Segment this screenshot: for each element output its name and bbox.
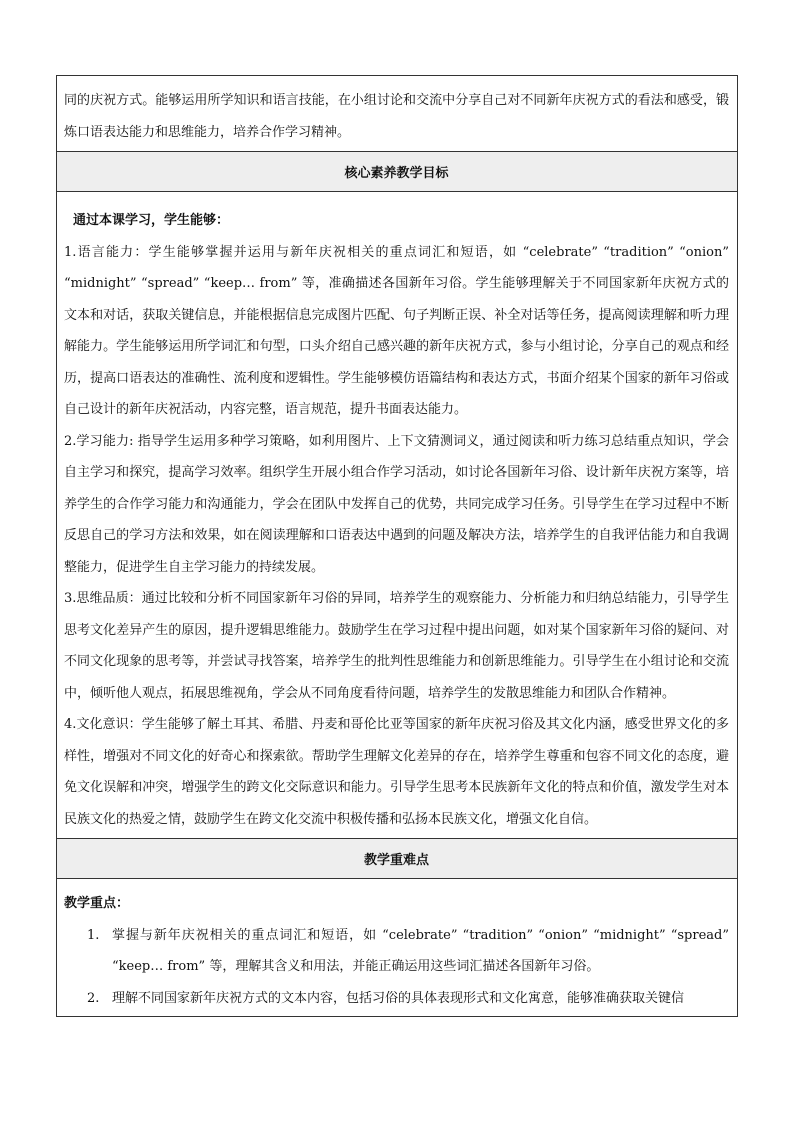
goal-cultural-awareness: 4.文化意识：学生能够了解土耳其、希腊、丹麦和哥伦比亚等国家的新年庆祝习俗及其文化内涵，感受世界文化的多样性，增强对不同文化的好奇心和探索欲。帮助学生理解文化差异的存在，培养学生尊重和包容不同文化的态度，避免文化误解和冲突，增强学生的跨文化交际意识和能力。引导学生思考本民族新年文化的特点和价值，激发学生对本民族文化的热爱之情，鼓励学生在跨文化交流中积极传播和弘扬本民族文化，增强文化自信。: [64, 717, 729, 827]
list-item: [64, 920, 729, 983]
difficulties-cell: [57, 879, 737, 1016]
goals-header: 核心素养教学目标: [57, 152, 737, 192]
difficulties-header: 教学重难点: [57, 839, 737, 879]
continuation-cell: [57, 76, 737, 152]
continuation-text: 同的庆祝方式。能够运用所学知识和语言技能，在小组讨论和交流中分享自己对不同新年庆祝方式的看法和感受，锻炼口语表达能力和思维能力，培养合作学习精神。: [64, 93, 729, 140]
goal-thinking-quality: 3.思维品质：通过比较和分析不同国家新年习俗的异同，培养学生的观察能力、分析能力和归纳总结能力，引导学生思考文化差异产生的原因，提升逻辑思维能力。鼓励学生在学习过程中提出问题，如对某个国家新年习俗的疑问、对不同文化现象的思考等，并尝试寻找答案，培养学生的批判性思维能力和创新思维能力。引导学生在小组讨论和交流中，倾听他人观点，拓展思维视角，学会从不同角度看待问题，培养学生的发散思维能力和团队合作精神。: [64, 591, 729, 701]
key-points-list: [64, 920, 729, 1015]
list-item-number: 1.: [87, 927, 100, 943]
key-points-title: 教学重点：: [64, 896, 130, 911]
goal-learning-ability: 2.学习能力: 指导学生运用多种学习策略，如利用图片、上下文猜测词义，通过阅读和听力练习总结重点知识，学会自主学习和探究，提高学习效率。组织学生开展小组合作学习活动，如讨论各国新年习俗、设计新年庆祝方案等，培养学生的合作学习能力和沟通能力，学会在团队中发挥自己的优势，共同完成学习任务。引导学生在学习过程中不断反思自己的学习方法和效果，如在阅读理解和口语表达中遇到的问题及解决方法，培养学生的自我评估能力和自我调整能力，促进学生自主学习能力的持续发展。: [64, 433, 729, 575]
list-item-number: 2.: [87, 990, 100, 1006]
list-item-text: 掌握与新年庆祝相关的重点词汇和短语，如 “celebrate” “tradition” “onion” “midnight” “spread” “keep… from” 等，理解其含义和用法，并能正确运用这些词汇描述各国新年习俗。: [112, 927, 729, 974]
goal-language-ability: 1.语言能力：学生能够掌握并运用与新年庆祝相关的重点词汇和短语，如 “celebrate” “tradition” “onion” “midnight” “spread” “keep… from” 等，准确描述各国新年习俗。学生能够理解关于不同国家新年庆祝方式的文本和对话，获取关键信息，并能根据信息完成图片匹配、句子判断正误、补全对话等任务，提高阅读理解和听力理解能力。学生能够运用所学词汇和句型，口头介绍自己感兴趣的新年庆祝方式，参与小组讨论，分享自己的观点和经历，提高口语表达的准确性、流利度和逻辑性。学生能够模仿语篇结构和表达方式，书面介绍某个国家的新年习俗或自己设计的新年庆祝活动，内容完整，语言规范，提升书面表达能力。: [64, 244, 729, 417]
lesson-plan-table: [56, 75, 738, 1017]
goals-cell: [57, 192, 737, 839]
list-item-text: 理解不同国家新年庆祝方式的文本内容，包括习俗的具体表现形式和文化寓意，能够准确获取关键信: [112, 990, 685, 1006]
goals-intro: 通过本课学习，学生能够：: [73, 213, 230, 228]
list-item: [64, 983, 729, 1015]
